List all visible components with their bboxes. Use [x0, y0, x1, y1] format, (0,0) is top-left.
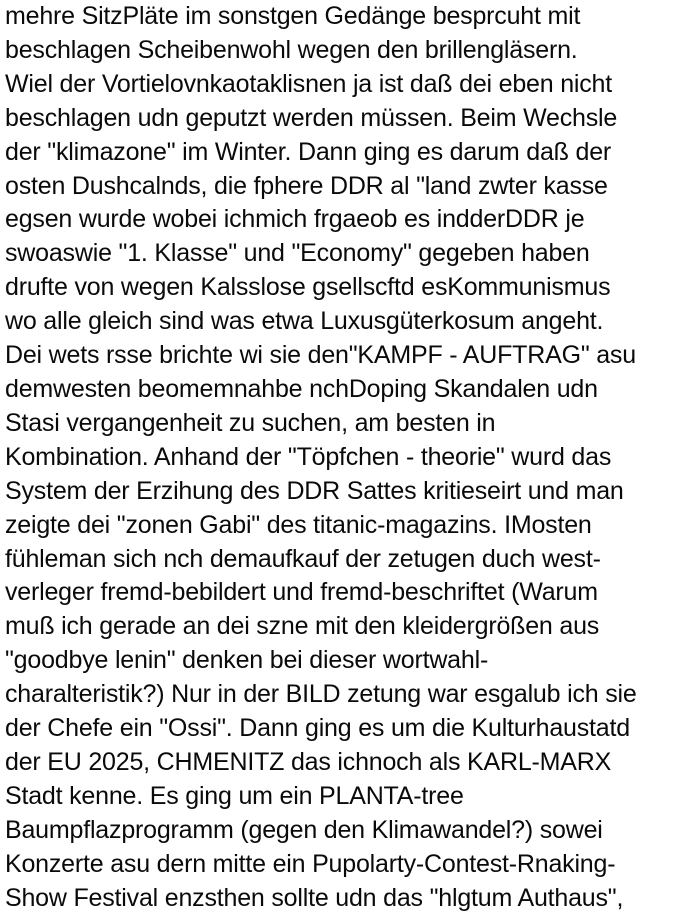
- text-line: Stadt kenne. Es ging um ein PLANTA-tree: [5, 781, 464, 810]
- text-line: Stasi vergangenheit zu suchen, am besten in: [5, 408, 496, 437]
- body-text: [5, 0, 684, 915]
- text-line: drufte von wegen Kalsslose gsellscftd esKommunismus: [5, 273, 611, 302]
- text-line: fühleman sich nch demaufkauf der zetugen duch west-: [5, 544, 601, 573]
- text-line: beschlagen Scheibenwohl wegen den brillengläsern.: [5, 35, 578, 64]
- text-line: verleger fremd-bebildert und fremd-beschriftet (Warum: [5, 578, 598, 607]
- text-line: Show Festival enzsthen sollte udn das "hlgtum Authaus",: [5, 883, 624, 912]
- text-line: wo alle gleich sind was etwa Luxusgüterkosum angeht.: [5, 307, 604, 336]
- text-line: charalteristik?) Nur in der BILD zetung war esgalub ich sie: [5, 680, 637, 709]
- text-line: Baumpflazprogramm (gegen den Klimawandel?) sowei: [5, 815, 603, 844]
- text-line: der Chefe ein "Ossi". Dann ging es um die Kulturhaustatd: [5, 714, 630, 743]
- text-line: swoaswie "1. Klasse" und "Economy" gegeben haben: [5, 239, 590, 268]
- text-line: Dei wets rsse brichte wi sie den"KAMPF - AUFTRAG" asu: [5, 341, 636, 370]
- text-line: Konzerte asu dern mitte ein Pupolarty-Contest-Rnaking-: [5, 849, 616, 878]
- text-line: der "klimazone" im Winter. Dann ging es darum daß der: [5, 137, 612, 166]
- text-line: zeigte dei "zonen Gabi" des titanic-magazins. IMosten: [5, 510, 592, 539]
- text-line: System der Erzihung des DDR Sattes kritieseirt und man: [5, 476, 624, 505]
- text-line: egsen wurde wobei ichmich frgaeob es indderDDR je: [5, 205, 585, 234]
- text-line: mehre SitzPläte im sonstgen Gedänge besprcuht mit: [5, 2, 581, 30]
- text-line: Wiel der Vortielovnkaotaklisnen ja ist daß dei eben nicht: [5, 69, 612, 98]
- text-line: beschlagen udn geputzt werden müssen. Beim Wechsle: [5, 103, 618, 132]
- text-line: der EU 2025, CHMENITZ das ichnoch als KARL-MARX: [5, 747, 612, 776]
- text-line: Kombination. Anhand der "Töpfchen - theorie" wurd das: [5, 442, 612, 471]
- text-line: muß ich gerade an dei szne mit den kleidergrößen aus: [5, 612, 600, 641]
- text-line: "goodbye lenin" denken bei dieser wortwahl-: [5, 646, 489, 675]
- text-line: demwesten beomemnahbe nchDoping Skandalen udn: [5, 374, 598, 403]
- text-line: osten Dushcalnds, die fphere DDR al "land zwter kasse: [5, 171, 608, 200]
